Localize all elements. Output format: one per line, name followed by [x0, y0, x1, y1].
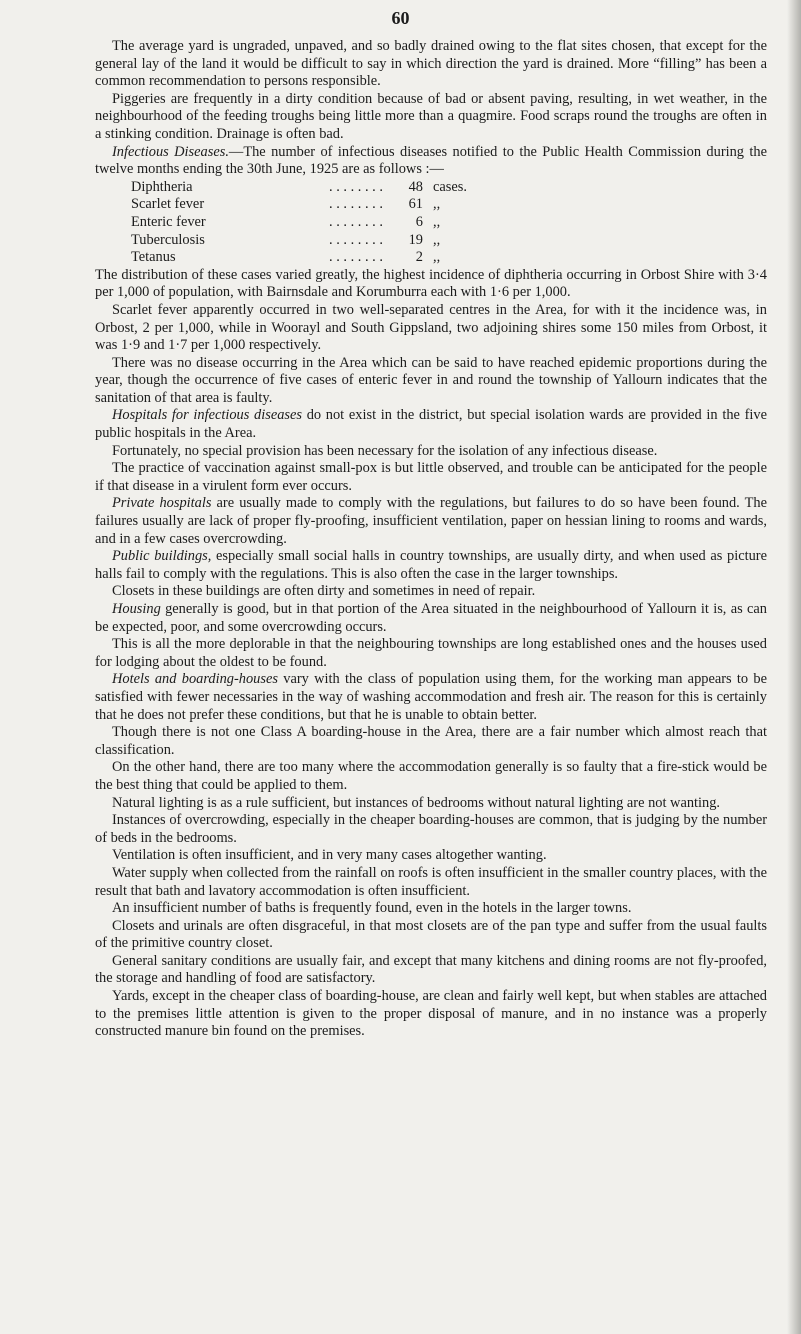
heading-public-buildings: Public buildings,	[112, 548, 212, 565]
page-edge-shadow	[787, 0, 801, 1334]
paragraph-text: do not exist in the district, but special isolation wards are provided in the five public hospitals in the Area.	[95, 407, 767, 442]
leader-dots: . . . . . . . .	[329, 178, 383, 195]
paragraph-epidemic: There was no disease occurring in the Area which can be said to have reached epidemic proportions during the year, though the occurrence of five cases of enteric fever in and round the township of Yallourn indicates that the sanitation of that area is faulty.	[95, 354, 767, 406]
table-row	[131, 179, 767, 197]
paragraph-yards-stables: Yards, except in the cheaper class of boarding-house, are clean and fairly well kept, but when stables are attached to the premises little attention is given to the proper disposal of manure, and in no instance was a properly constructed manure bin found on the premises.	[95, 988, 767, 1040]
heading-infectious-diseases: Infectious Diseases.	[112, 143, 229, 160]
case-count: 6	[415, 213, 423, 230]
case-count: 61	[408, 196, 423, 213]
paragraph-text: vary with the class of population using them, for the working man appears to be satisfied with fewer necessaries in the way of washing accommodation and fresh air. The reason for this is certainly that he does not prefer these conditions, but that he is unable to obtain better.	[95, 671, 767, 723]
paragraph-class-a: Though there is not one Class A boarding-house in the Area, there are a fair number which almost reach that classification.	[95, 724, 767, 758]
disease-name: Scarlet fever	[131, 196, 205, 213]
paragraph-text: generally is good, but in that portion of the Area situated in the neighbourhood of Yallourn it is, as can be expected, poor, and some overcrowding occurs.	[95, 601, 767, 635]
table-row	[131, 249, 767, 267]
disease-name: Diphtheria	[131, 178, 193, 195]
case-unit: ,,	[432, 231, 441, 248]
heading-hotels: Hotels and boarding-houses	[112, 671, 278, 688]
paragraph-scarlet-fever: Scarlet fever apparently occurred in two well-separated centres in the Area, for with it the incidence was, in Orbost, 2 per 1,000, while in Woorayl and South Gippsland, two adjoining shires some 150 miles from Orbost, it was 1·9 and 1·7 per 1,000 respectively.	[95, 301, 767, 354]
case-unit: ,,	[432, 249, 441, 266]
paragraph-text: especially small social halls in country townships, are usually dirty, and when used as picture halls fail to comply with the regulations. This is also often the case in the larger townships.	[95, 548, 767, 582]
report-body	[95, 38, 767, 1041]
paragraph-distribution: The distribution of these cases varied greatly, the highest incidence of diphtheria occurring in Orbost Shire with 3·4 per 1,000 of population, with Bairnsdale and Korumburra each with 1·6 per 1,000.	[95, 266, 767, 301]
paragraph-closets: Closets in these buildings are often dirty and sometimes in need of repair.	[112, 583, 536, 600]
paragraph-text: —The number of infectious diseases notified to the Public Health Commission during the twelve months ending the 30th June, 1925 are as follows :—	[95, 143, 767, 178]
paragraph-baths: An insufficient number of baths is frequently found, even in the hotels in the larger towns.	[112, 900, 632, 917]
case-count: 19	[408, 231, 423, 248]
disease-name: Enteric fever	[131, 213, 206, 230]
page-number: 60	[391, 8, 410, 28]
leader-dots: . . . . . . . .	[329, 231, 383, 248]
paragraph-private-hospitals	[95, 495, 767, 548]
paragraph-piggeries: Piggeries are frequently in a dirty condition because of bad or absent paving, resulting, in wet weather, in the neighbourhood of the feeding troughs being little more than a quagmire. Food scraps round the troughs are often in a stinking condition. Drainage is often bad.	[95, 90, 767, 142]
paragraph-fire-stick: On the other hand, there are too many where the accommodation generally is so faulty that a fire-stick would be the best thing that could be applied to them.	[95, 759, 767, 793]
paragraph-hospitals	[95, 407, 767, 442]
disease-name: Tetanus	[131, 249, 176, 266]
paragraph-vaccination: The practice of vaccination against small-pox is but little observed, and trouble can be anticipated for the people if that disease in a virulent form ever occurs.	[95, 460, 767, 494]
table-row	[131, 232, 767, 250]
case-unit: ,,	[432, 196, 441, 213]
paragraph-overcrowding: Instances of overcrowding, especially in the cheaper boarding-houses are common, that is judging by the number of beds in the bedrooms.	[95, 812, 767, 846]
table-row	[131, 196, 767, 214]
paragraph-isolation: Fortunately, no special provision has been necessary for the isolation of any infectious disease.	[112, 442, 658, 459]
paragraph-infectious-diseases	[95, 144, 767, 179]
paragraph-water-supply: Water supply when collected from the rainfall on roofs is often insufficient in the smaller country places, with the result that bath and lavatory accommodation is often insufficient.	[95, 864, 767, 899]
paragraph-housing-deplorable: This is all the more deplorable in that the neighbouring townships are long established ones and the houses used for lodging about the oldest to be found.	[95, 636, 767, 670]
heading-housing: Housing	[112, 601, 161, 617]
paragraph-public-buildings	[95, 548, 767, 583]
case-count: 48	[408, 178, 423, 195]
table-row	[131, 214, 767, 232]
disease-table	[131, 179, 767, 267]
paragraph-yards: The average yard is ungraded, unpaved, and so badly drained owing to the flat sites chosen, that except for the general lay of the land it would be difficult to say in which direction the yard is drained. More “filling” has been a common recommendation to persons responsible.	[95, 38, 767, 90]
heading-hospitals: Hospitals for infectious diseases	[112, 407, 302, 424]
heading-private-hospitals: Private hospitals	[112, 495, 212, 512]
paragraph-sanitary: General sanitary conditions are usually fair, and except that many kitchens and dining rooms are not fly-proofed, the storage and handling of food are satisfactory.	[95, 952, 767, 987]
disease-name: Tuberculosis	[131, 231, 205, 248]
case-unit: cases.	[432, 178, 467, 195]
leader-dots: . . . . . . . .	[329, 196, 383, 213]
leader-dots: . . . . . . . .	[329, 213, 383, 230]
paragraph-housing	[95, 601, 767, 636]
paragraph-hotels	[95, 671, 767, 724]
paragraph-closets-urinals: Closets and urinals are often disgraceful, in that most closets are of the pan type and suffer from the usual faults of the primitive country closet.	[95, 917, 767, 952]
paragraph-text: are usually made to comply with the regulations, but failures to do so have been found. The failures usually are lack of proper fly-proofing, insufficient ventilation, paper on hessian lining to rooms and wards, and in a few cases overcrowding.	[95, 495, 767, 547]
case-count: 2	[415, 249, 423, 266]
paragraph-ventilation: Ventilation is often insufficient, and in very many cases altogether wanting.	[112, 847, 547, 864]
leader-dots: . . . . . . . .	[329, 249, 383, 266]
case-unit: ,,	[432, 213, 441, 230]
paragraph-lighting: Natural lighting is as a rule sufficient, but instances of bedrooms without natural lighting are not wanting.	[112, 794, 721, 811]
